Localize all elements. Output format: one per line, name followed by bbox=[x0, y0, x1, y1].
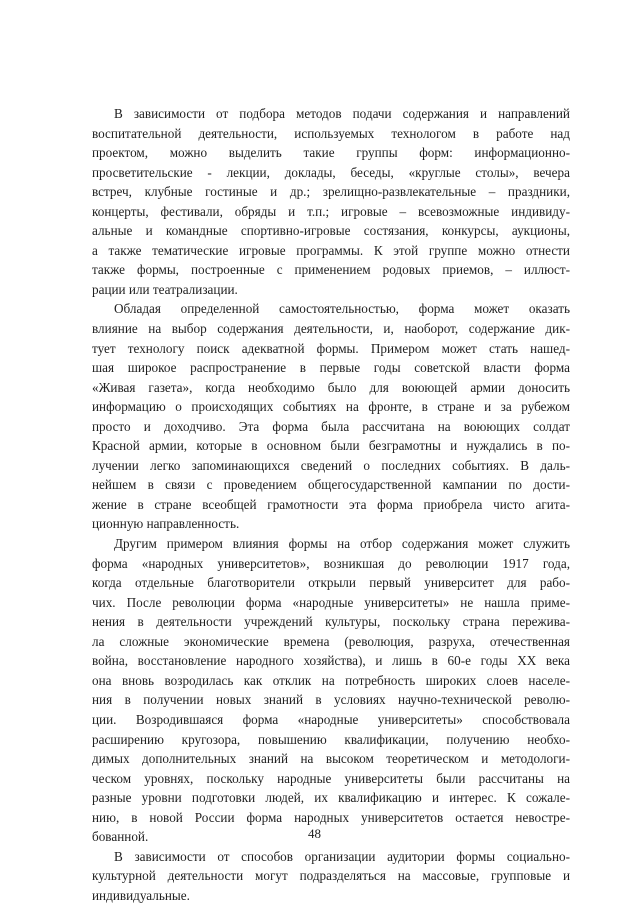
text-line: шая широкое распространение в первые годы советской власти форма bbox=[92, 360, 570, 376]
text-line: встреч, клубные гостиные и др.; зрелищно-развлекательные – праздники, bbox=[92, 184, 570, 200]
text-line: В зависимости от способов организации аудитории формы социально- bbox=[114, 848, 570, 864]
text-line: влияние на выбор содержания деятельности, и, наоборот, содержание дик- bbox=[92, 321, 570, 337]
text-line: также формы, построенные с применением родовых приемов, – иллюст- bbox=[92, 262, 570, 278]
text-line: ния в получении новых знаний в условиях научно-технической револю- bbox=[92, 692, 570, 708]
text-line: димых дополнительных знаний на высоком теоретическом и методологи- bbox=[92, 751, 570, 767]
text-line: расширению кругозора, повышению квалификации, получению необхо- bbox=[92, 731, 570, 747]
text-line: разные уровни подготовки людей, их квалификацию и интерес. К сожале- bbox=[92, 790, 570, 806]
text-line: Красной армии, которые в основном были безграмотны и нуждались в по- bbox=[92, 438, 570, 454]
text-line: Обладая определенной самостоятельностью, форма может оказать bbox=[114, 301, 570, 317]
text-line: форма «народных университетов», возникшая до революции 1917 года, bbox=[92, 555, 570, 571]
text-line: лучении легко запоминающихся сведений о последних событиях. В даль- bbox=[92, 457, 570, 473]
text-line: проектом, можно выделить такие группы форм: информационно- bbox=[92, 145, 570, 161]
page-number: 48 bbox=[308, 826, 321, 841]
text-line: она вновь возродилась как отклик на потребность широких слоев населе- bbox=[92, 672, 570, 688]
paragraph bbox=[92, 104, 570, 299]
text-line: Другим примером влияния формы на отбор содержания может служить bbox=[114, 536, 570, 552]
text-line: ла сложные экономические времена (революция, разруха, отечественная bbox=[92, 633, 570, 649]
text-line: жение в стране всеобщей грамотности эта форма приобрела чисто агита- bbox=[92, 496, 570, 512]
text-line: а также тематические игровые программы. К этой группе можно отнести bbox=[92, 242, 570, 258]
paragraph bbox=[92, 847, 570, 905]
text-line: нения в деятельности учреждений культуры, поскольку страна пережива- bbox=[92, 614, 570, 630]
text-line: ции. Возродившаяся форма «народные университеты» способствовала bbox=[92, 711, 570, 727]
text-line: ционную направленность. bbox=[92, 516, 240, 532]
text-line: «Живая газета», когда необходимо было для воюющей армии доносить bbox=[92, 379, 570, 395]
text-line: просветительские - лекции, доклады, беседы, «круглые столы», вечера bbox=[92, 164, 570, 180]
text-line: В зависимости от подбора методов подачи содержания и направлений bbox=[114, 106, 570, 121]
body-text bbox=[92, 104, 570, 905]
text-line: просто и доходчиво. Эта форма была рассчитана на воюющих солдат bbox=[92, 418, 570, 434]
paragraph bbox=[92, 299, 570, 534]
text-line: война, восстановление народного хозяйства), и лишь в 60-е годы XX века bbox=[92, 653, 570, 669]
text-line: ческом уровнях, поскольку народные университеты были рассчитаны на bbox=[92, 770, 570, 786]
text-line: чих. После революции форма «народные университеты» не нашла приме- bbox=[92, 594, 570, 610]
text-line: бованной. bbox=[92, 829, 149, 845]
text-line: когда отдельные благотворители открыли первый университет для рабо- bbox=[92, 575, 570, 591]
text-line: рации или театрализации. bbox=[92, 281, 238, 297]
text-line: концерты, фестивали, обряды и т.п.; игровые – всевозможные индивиду- bbox=[92, 203, 570, 219]
text-line: альные и командные спортивно-игровые состязания, конкурсы, аукционы, bbox=[92, 223, 570, 239]
text-line: тует технологу поиск адекватной формы. Примером может стать нашед- bbox=[92, 340, 570, 356]
text-line: нейшем в связи с проведением общегосударственной кампании по дости- bbox=[92, 477, 570, 493]
text-line: культурной деятельности могут подразделяться на массовые, групповые и bbox=[92, 868, 570, 884]
paragraph bbox=[92, 534, 570, 847]
text-line: индивидуальные. bbox=[92, 887, 190, 903]
text-line: информацию о происходящих событиях на фронте, в стране и за рубежом bbox=[92, 399, 570, 415]
text-line: нию, в новой России форма народных университетов остается невостре- bbox=[92, 809, 570, 825]
text-line: воспитательной деятельности, используемых технологом в работе над bbox=[92, 125, 570, 141]
